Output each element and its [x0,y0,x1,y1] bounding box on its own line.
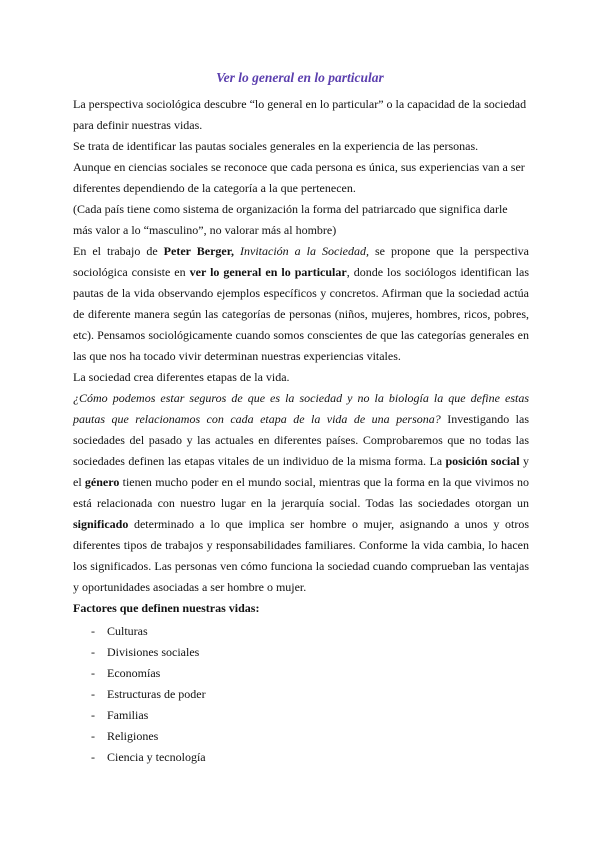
document-body [73,94,529,768]
question-text: ¿Cómo podemos estar seguros de que es la sociedad y no la biología la que define estas pautas que relacionamos con cada etapa de la vida de una persona? [73,391,529,426]
list-marker: - [91,687,95,701]
factors-heading [73,598,529,619]
bold-term-genero: género [84,475,120,489]
paragraph-1: La perspectiva sociológica descubre “lo general en lo particular” o la capacidad de la sociedad para definir nuestras vidas. [73,97,527,132]
list-item-label: Culturas [107,624,148,638]
list-marker: - [91,708,95,722]
list-item [73,705,529,726]
paragraph-6: La sociedad crea diferentes etapas de la vida. [73,370,290,384]
list-marker: - [91,750,95,764]
text-run: tienen mucho poder en el mundo social, mientras que la forma en la que vivimos no está relacionada con nuestro lugar en la jerarquía social. Todas las sociedades otorgan un [73,475,529,510]
key-concept: ver lo general en lo particular [189,265,347,279]
list-item-label: Divisiones sociales [107,645,200,659]
book-title: Invitación a la Sociedad, [240,244,369,258]
list-marker: - [91,666,95,680]
paragraph-3: Aunque en ciencias sociales se reconoce que cada persona es única, sus experiencias van a ser diferentes dependiendo de la categoría a la que pertenecen. [73,160,525,195]
list-marker: - [91,729,95,743]
paragraph-berger [73,241,529,367]
paragraph-question [73,388,529,598]
list-item-label: Economías [107,666,161,680]
factors-list [73,621,529,768]
bold-term-posicion-social: posición social [445,454,520,468]
factors-heading-text: Factores que definen nuestras vidas: [73,601,260,615]
list-item-label: Familias [107,708,149,722]
text-run: determinado a lo que implica ser hombre o mujer, asignando a unos y otros diferentes tipos de trabajos y responsabilidades familiares. Conforme la vida cambia, lo hacen los significados. Las personas ven cómo funciona la sociedad cuando comprueban las ventajas y oportunidades asociadas a ser hombre o mujer. [73,517,529,594]
list-marker: - [91,624,95,638]
text-run: y el [73,454,529,489]
list-item [73,642,529,663]
page-title: Ver lo general en lo particular [216,70,384,85]
author-name: Peter Berger, [163,244,234,258]
paragraph-4: (Cada país tiene como sistema de organización la forma del patriarcado que significa darle más valor a lo “masculino”, no valorar más al hombre) [73,202,508,237]
text-run: Investigando las sociedades del pasado y las actuales en diferentes países. Comprobaremos que no todas las sociedades definen las etapas vitales de un individuo de la misma forma. La [73,412,529,468]
list-item [73,726,529,747]
list-item [73,663,529,684]
list-item-label: Religiones [107,729,159,743]
bold-term-significado: significado [73,517,129,531]
list-item [73,684,529,705]
list-item [73,747,529,768]
list-marker: - [91,645,95,659]
paragraph-2: Se trata de identificar las pautas sociales generales en la experiencia de las personas. [73,139,479,153]
list-item [73,621,529,642]
list-item-label: Estructuras de poder [107,687,206,701]
text-run: se propone que la perspectiva sociológica consiste en [73,244,529,279]
text-run: En el trabajo de [73,244,164,258]
list-item-label: Ciencia y tecnología [107,750,206,764]
text-run: , donde los sociólogos identifican las pautas de la vida observando ejemplos específicos y concretos. Afirman que la sociedad actúa de diferente manera según las categorías de personas (niños, mujeres, hombres, ricos, pobres, etc). Pensamos sociológicamente cuando somos conscientes de que las categorías generales en las que nos ha tocado vivir determinan nuestras experiencias vitales. [73,265,529,363]
